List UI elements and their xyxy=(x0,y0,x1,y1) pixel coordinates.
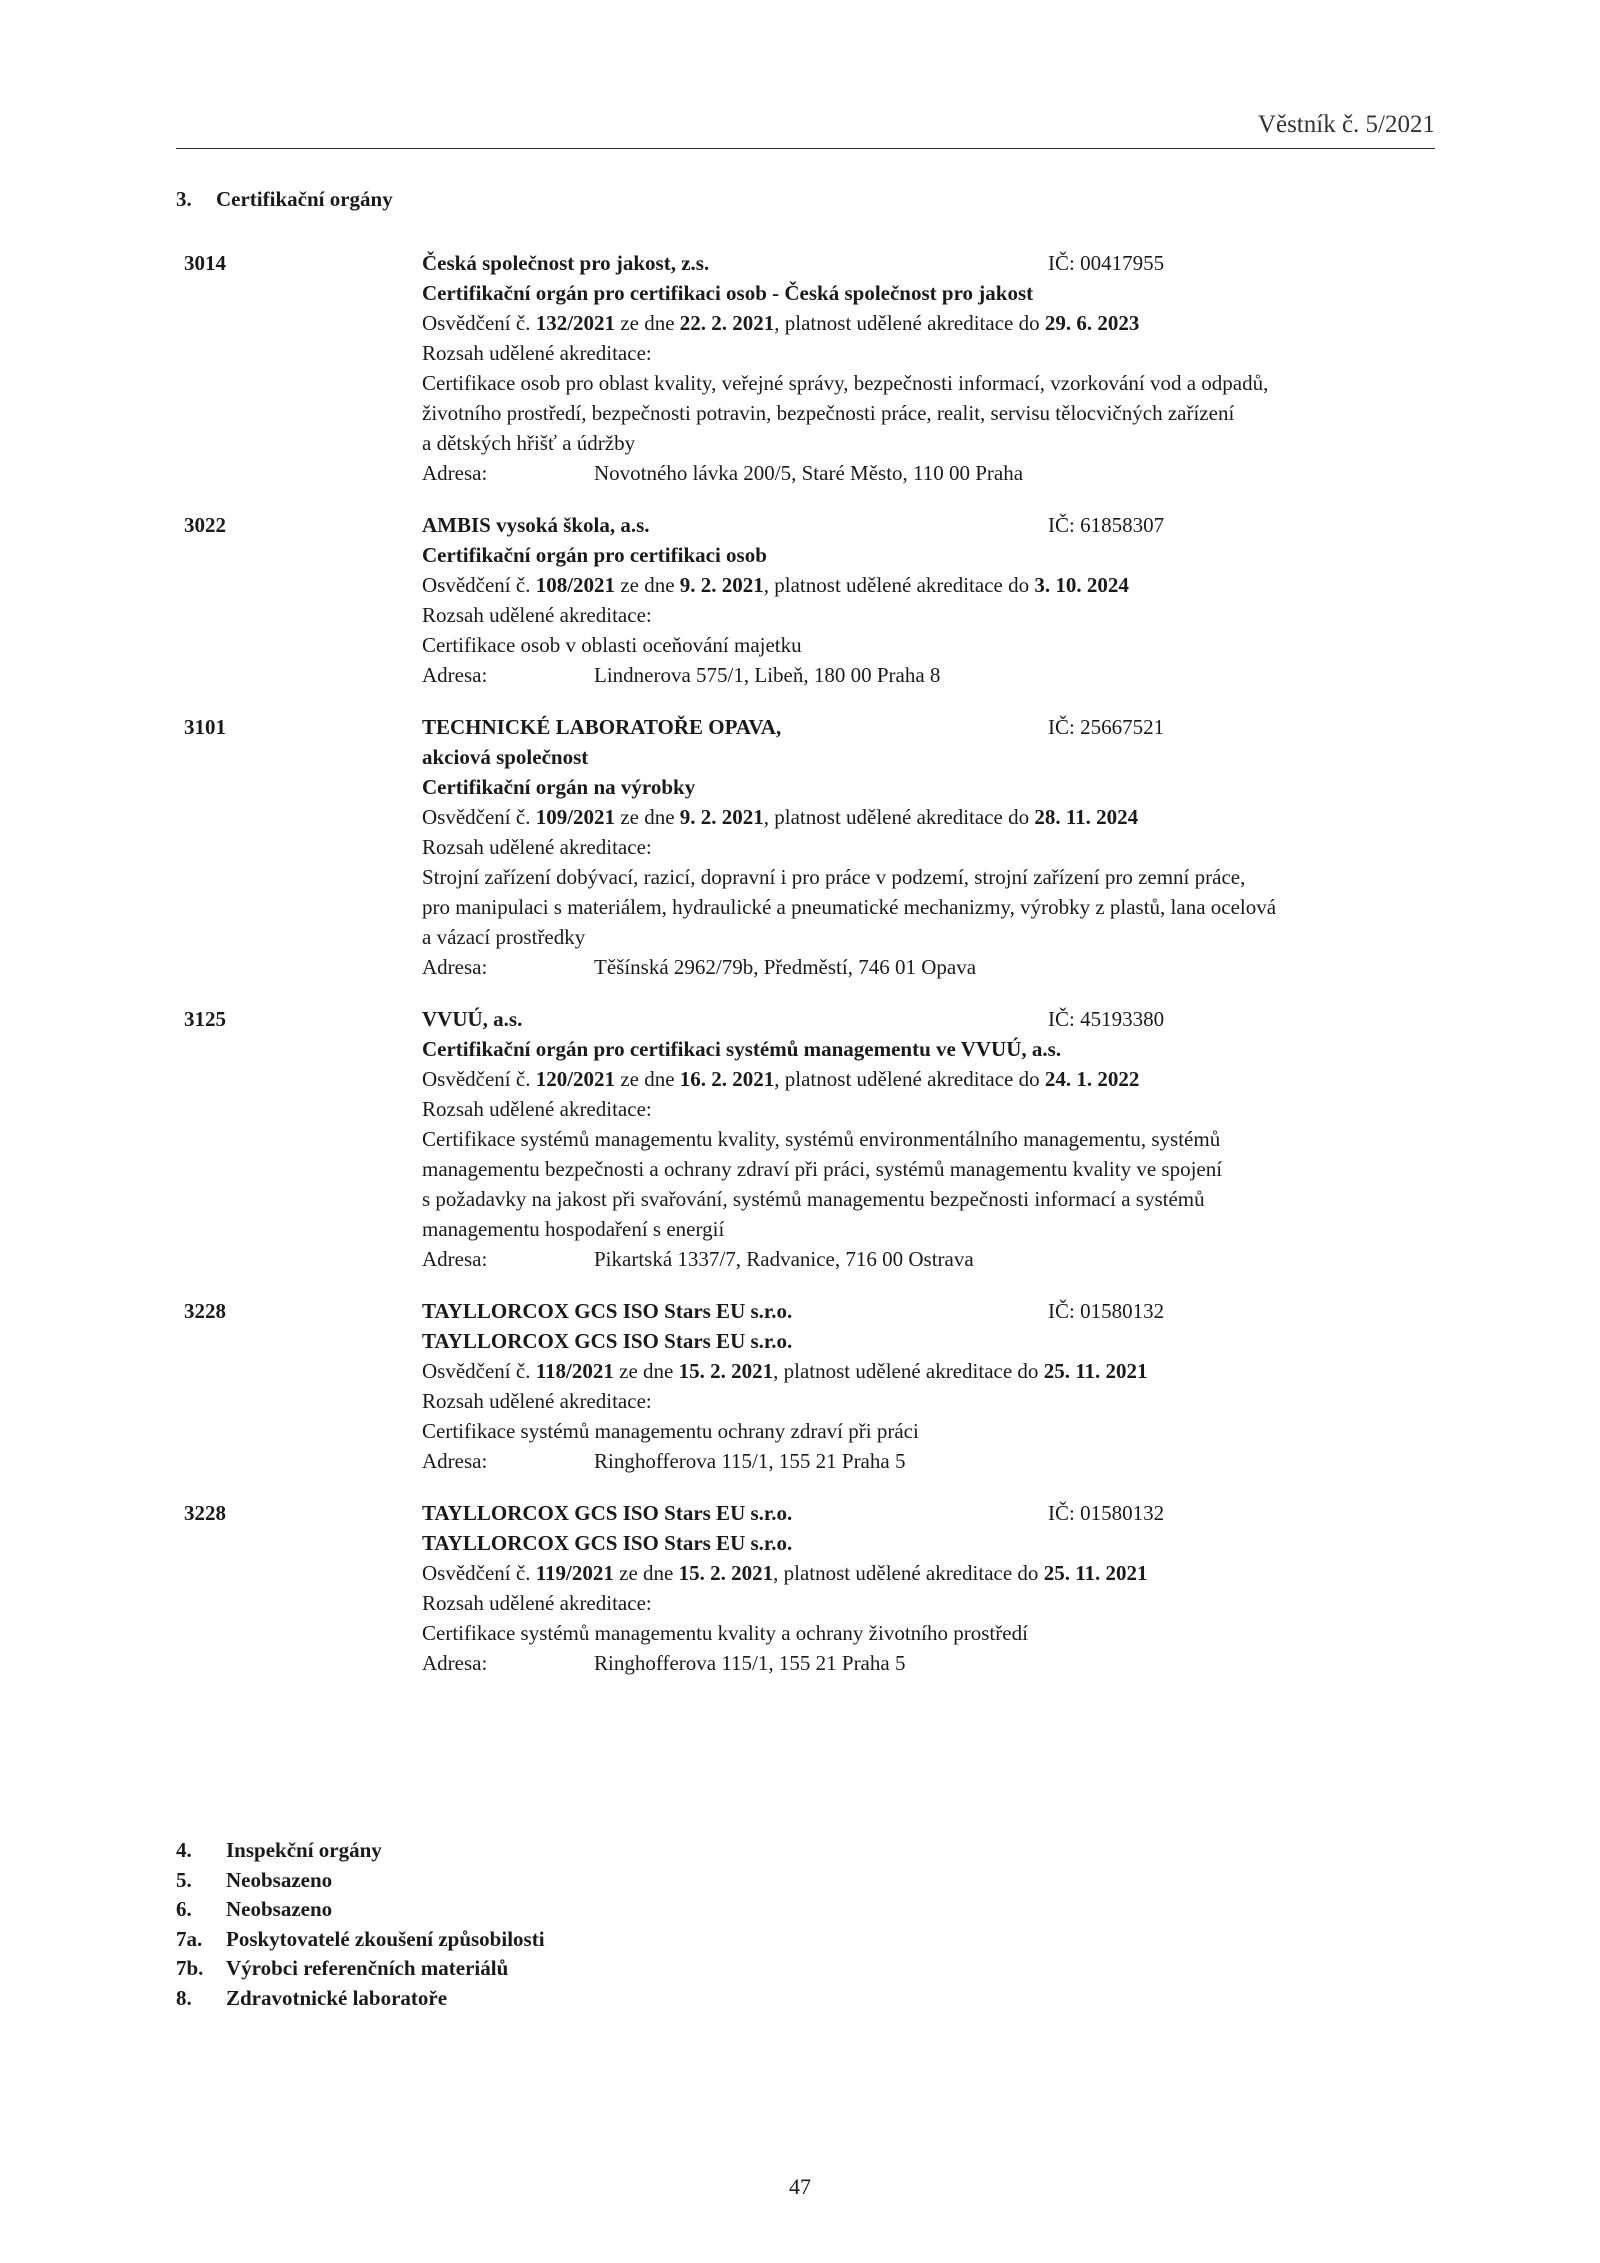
scope-line: Certifikace systémů managementu ochrany zdraví při práci xyxy=(422,1419,919,1443)
entry-id: 3101 xyxy=(184,715,226,739)
address-line xyxy=(422,952,1422,982)
entry-name: AMBIS vysoká škola, a.s. xyxy=(422,513,650,537)
address-label: Adresa: xyxy=(422,1247,488,1271)
scope-label: Rozsah udělené akreditace: xyxy=(422,1591,652,1615)
accreditation-entry xyxy=(176,248,1436,488)
scope-label: Rozsah udělené akreditace: xyxy=(422,835,652,859)
entry-ic: IČ: 00417955 xyxy=(1048,251,1165,275)
scope-label: Rozsah udělené akreditace: xyxy=(422,1097,652,1121)
cert-intro: Osvědčení č. xyxy=(422,805,536,829)
section-list-item xyxy=(176,1836,545,1866)
body-name: Certifikační orgán pro certifikaci systémů managementu ve VVUÚ, a.s. xyxy=(422,1037,1062,1061)
scope-line: pro manipulaci s materiálem, hydraulické a pneumatické mechanizmy, výrobky z plastů, lana ocelová xyxy=(422,895,1277,919)
section-list-item xyxy=(176,1954,545,1984)
entry-name: TAYLLORCOX GCS ISO Stars EU s.r.o. xyxy=(422,1299,793,1323)
entry-name: TECHNICKÉ LABORATOŘE OPAVA, xyxy=(422,715,782,739)
valid-until: 3. 10. 2024 xyxy=(1034,573,1129,597)
section-list-title: Inspekční orgány xyxy=(226,1838,382,1862)
entry-id: 3228 xyxy=(184,1501,226,1525)
section-number: 3. xyxy=(176,187,192,211)
entry-id: 3228 xyxy=(184,1299,226,1323)
accreditation-entry xyxy=(176,1004,1436,1274)
section-list-number: 7a. xyxy=(176,1926,203,1951)
scope-line: managementu bezpečnosti a ochrany zdraví při práci, systémů managementu kvality ve spojení xyxy=(422,1157,1223,1181)
address-value: Novotného lávka 200/5, Staré Město, 110 00 Praha xyxy=(594,461,1024,485)
certificate-line xyxy=(422,1064,1422,1094)
address-value: Ringhofferova 115/1, 155 21 Praha 5 xyxy=(594,1651,906,1675)
cert-date-prefix: ze dne xyxy=(615,311,680,335)
cert-date-prefix: ze dne xyxy=(613,1561,679,1585)
scope-line: a dětských hřišť a údržby xyxy=(422,431,636,455)
section-title: Certifikační orgány xyxy=(216,187,393,211)
address-label: Adresa: xyxy=(422,663,488,687)
certificate-line xyxy=(422,570,1422,600)
accreditation-entry xyxy=(176,510,1436,690)
validity-text: , platnost udělené akreditace do xyxy=(774,1067,1045,1091)
validity-text: , platnost udělené akreditace do xyxy=(773,1561,1044,1585)
valid-until: 28. 11. 2024 xyxy=(1034,805,1139,829)
address-value: Těšínská 2962/79b, Předměstí, 746 01 Opava xyxy=(594,955,977,979)
cert-number: 108/2021 xyxy=(535,573,616,597)
cert-date: 22. 2. 2021 xyxy=(679,311,775,335)
scope-label: Rozsah udělené akreditace: xyxy=(422,341,652,365)
cert-date-prefix: ze dne xyxy=(615,805,680,829)
cert-date-prefix: ze dne xyxy=(613,1359,679,1383)
entries-list xyxy=(176,248,1436,1700)
address-label: Adresa: xyxy=(422,955,488,979)
cert-date: 9. 2. 2021 xyxy=(679,805,764,829)
entry-body xyxy=(422,248,1422,488)
section-list-title: Poskytovatelé zkoušení způsobilosti xyxy=(226,1926,545,1951)
address-label: Adresa: xyxy=(422,1651,488,1675)
certificate-line xyxy=(422,1558,1422,1588)
entry-name: VVUÚ, a.s. xyxy=(422,1007,523,1031)
cert-intro: Osvědčení č. xyxy=(422,573,536,597)
address-line xyxy=(422,660,1422,690)
entry-ic: IČ: 61858307 xyxy=(1048,513,1165,537)
section-list-number: 8. xyxy=(176,1985,192,2010)
body-name: Certifikační orgán pro certifikaci osob xyxy=(422,543,767,567)
address-line xyxy=(422,1648,1422,1678)
address-label: Adresa: xyxy=(422,1449,488,1473)
entry-id: 3125 xyxy=(184,1007,226,1031)
section-list-title: Neobsazeno xyxy=(226,1867,333,1892)
cert-number: 118/2021 xyxy=(535,1359,614,1383)
cert-date: 15. 2. 2021 xyxy=(678,1561,774,1585)
validity-text: , platnost udělené akreditace do xyxy=(763,805,1035,829)
entry-name-cont: akciová společnost xyxy=(422,745,589,769)
cert-number: 132/2021 xyxy=(535,311,616,335)
entry-ic: IČ: 45193380 xyxy=(1048,1007,1165,1031)
entry-body xyxy=(422,510,1422,690)
cert-date: 9. 2. 2021 xyxy=(679,573,764,597)
address-value: Pikartská 1337/7, Radvanice, 716 00 Ostrava xyxy=(594,1247,974,1271)
journal-title: Věstník č. 5/2021 xyxy=(1257,111,1435,138)
certificate-line xyxy=(422,802,1422,832)
section-list-item xyxy=(176,1984,545,2014)
section-list-title: Výrobci referenčních materiálů xyxy=(226,1956,509,1980)
cert-number: 119/2021 xyxy=(535,1561,614,1585)
validity-text: , platnost udělené akreditace do xyxy=(774,311,1045,335)
accreditation-entry xyxy=(176,1296,1436,1476)
scope-line: Certifikace systémů managementu kvality, systémů environmentálního managementu, systémů xyxy=(422,1127,1221,1151)
section-list-item xyxy=(176,1866,545,1896)
cert-intro: Osvědčení č. xyxy=(422,1359,536,1383)
entry-name: Česká společnost pro jakost, z.s. xyxy=(422,251,710,275)
valid-until: 25. 11. 2021 xyxy=(1043,1359,1148,1383)
valid-until: 25. 11. 2021 xyxy=(1043,1561,1148,1585)
entry-ic: IČ: 25667521 xyxy=(1048,715,1165,739)
entry-body xyxy=(422,1004,1422,1274)
scope-line: a vázací prostředky xyxy=(422,925,586,949)
entry-body xyxy=(422,1498,1422,1678)
scope-line: Certifikace osob pro oblast kvality, veřejné správy, bezpečnosti informací, vzorkování vod a odpadů, xyxy=(422,371,1269,395)
certificate-line xyxy=(422,1356,1422,1386)
accreditation-entry xyxy=(176,1498,1436,1678)
address-line xyxy=(422,1446,1422,1476)
body-name: Certifikační orgán na výrobky xyxy=(422,775,696,799)
page-number: 47 xyxy=(789,2174,811,2199)
scope-label: Rozsah udělené akreditace: xyxy=(422,1389,652,1413)
address-value: Ringhofferova 115/1, 155 21 Praha 5 xyxy=(594,1449,906,1473)
cert-intro: Osvědčení č. xyxy=(422,1561,536,1585)
address-value: Lindnerova 575/1, Libeň, 180 00 Praha 8 xyxy=(594,663,941,687)
entry-body xyxy=(422,1296,1422,1476)
accreditation-entry xyxy=(176,712,1436,982)
body-name: Certifikační orgán pro certifikaci osob - Česká společnost pro jakost xyxy=(422,281,1034,305)
validity-text: , platnost udělené akreditace do xyxy=(763,573,1035,597)
section-list-number: 7b. xyxy=(176,1956,204,1980)
address-label: Adresa: xyxy=(422,461,488,485)
cert-intro: Osvědčení č. xyxy=(422,1067,536,1091)
valid-until: 29. 6. 2023 xyxy=(1044,311,1140,335)
section-list-title: Neobsazeno xyxy=(226,1897,333,1921)
entry-ic: IČ: 01580132 xyxy=(1048,1299,1165,1323)
section-list-title: Zdravotnické laboratoře xyxy=(226,1985,448,2010)
entry-name: TAYLLORCOX GCS ISO Stars EU s.r.o. xyxy=(422,1501,793,1525)
body-name: TAYLLORCOX GCS ISO Stars EU s.r.o. xyxy=(422,1329,793,1353)
section-list-number: 4. xyxy=(176,1838,192,1862)
entry-ic: IČ: 01580132 xyxy=(1048,1501,1165,1525)
scope-label: Rozsah udělené akreditace: xyxy=(422,603,652,627)
section-list-item xyxy=(176,1895,545,1925)
page-header xyxy=(176,104,1435,149)
cert-number: 109/2021 xyxy=(535,805,616,829)
cert-date: 16. 2. 2021 xyxy=(679,1067,775,1091)
scope-line: managementu hospodaření s energií xyxy=(422,1217,725,1241)
scope-line: Certifikace osob v oblasti oceňování majetku xyxy=(422,633,802,657)
entry-id: 3014 xyxy=(184,251,226,275)
section-list-item xyxy=(176,1925,545,1955)
section-list-number: 5. xyxy=(176,1867,192,1892)
section-list-number: 6. xyxy=(176,1897,192,1921)
validity-text: , platnost udělené akreditace do xyxy=(773,1359,1044,1383)
cert-date-prefix: ze dne xyxy=(615,573,680,597)
scope-line: Certifikace systémů managementu kvality a ochrany životního prostředí xyxy=(422,1621,1028,1645)
address-line xyxy=(422,1244,1422,1274)
valid-until: 24. 1. 2022 xyxy=(1044,1067,1140,1091)
other-sections-list xyxy=(176,1836,545,2013)
cert-intro: Osvědčení č. xyxy=(422,311,536,335)
body-name: TAYLLORCOX GCS ISO Stars EU s.r.o. xyxy=(422,1531,793,1555)
entry-body xyxy=(422,712,1422,982)
cert-number: 120/2021 xyxy=(535,1067,616,1091)
scope-line: Strojní zařízení dobývací, razicí, dopravní i pro práce v podzemí, strojní zařízení pro zemní práce, xyxy=(422,865,1246,889)
cert-date-prefix: ze dne xyxy=(615,1067,680,1091)
entry-id: 3022 xyxy=(184,513,226,537)
scope-line: s požadavky na jakost při svařování, systémů managementu bezpečnosti informací a systémů xyxy=(422,1187,1205,1211)
address-line xyxy=(422,458,1422,488)
scope-line: životního prostředí, bezpečnosti potravin, bezpečnosti práce, realit, servisu tělocvičných zařízení xyxy=(422,401,1235,425)
cert-date: 15. 2. 2021 xyxy=(678,1359,774,1383)
section-heading xyxy=(176,184,393,214)
certificate-line xyxy=(422,308,1422,338)
